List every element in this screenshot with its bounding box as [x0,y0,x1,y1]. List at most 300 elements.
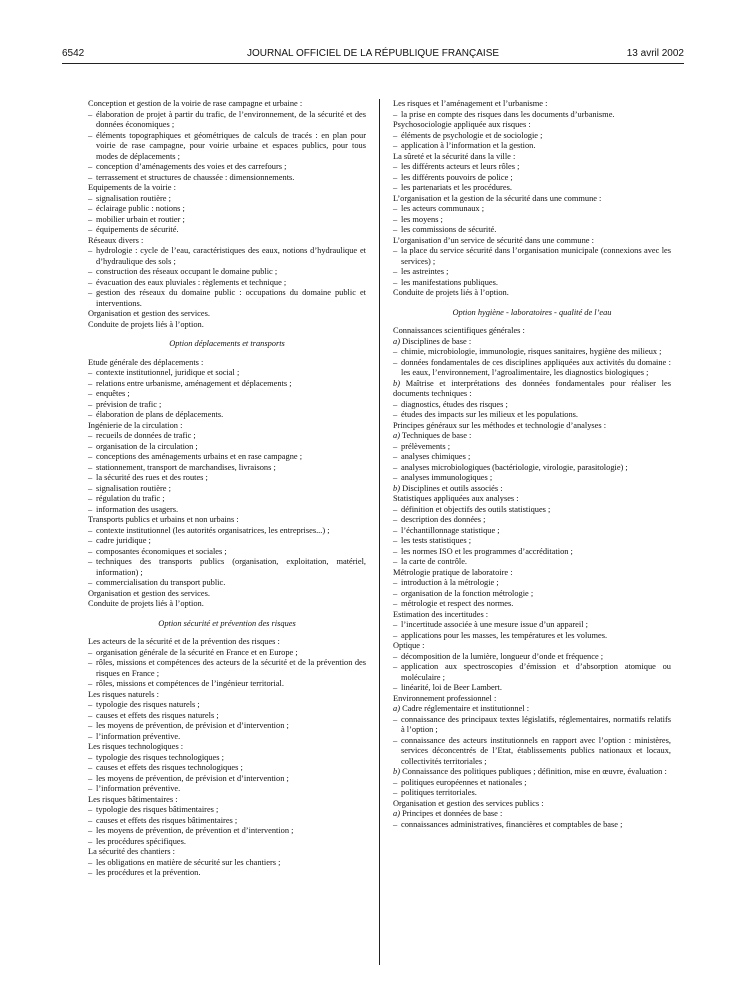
list-item [393,683,671,694]
dash-marker: – [393,246,398,255]
dash-marker: – [88,410,93,419]
dash-marker: – [393,683,398,692]
list-item [88,753,366,764]
list-item [88,494,366,505]
heading-line: Optique : [393,641,425,650]
dash-marker: – [393,578,398,587]
list-item-text: hydrologie : cycle de l’eau, caractéristiques des eaux, notions d’hydraulique et d’hydraulique des sols ; [96,246,366,266]
dash-marker: – [393,536,398,545]
heading-line: Les risques naturels : [88,689,159,699]
list-item [393,410,671,421]
list-item [393,162,671,173]
list-item-text: diagnostics, études des risques ; [401,399,508,409]
dash-marker: – [393,588,398,598]
list-item [393,225,671,236]
dash-marker: – [88,204,93,213]
heading-line: Organisation et gestion des services. [88,309,210,318]
heading-line: Organisation et gestion des services. [88,588,210,598]
dash-marker: – [393,546,398,556]
dash-marker: – [88,679,93,688]
list-item [393,788,671,799]
list-item-text: typologie des risques technologiques ; [96,752,224,762]
list-item-text: définition et objectifs des outils statistiques ; [401,504,551,514]
dash-marker: – [88,267,93,276]
list-item [88,826,366,837]
journal-title: JOURNAL OFFICIEL DE LA RÉPUBLIQUE FRANÇAISE [246,48,500,59]
heading-line: Psychosociologie appliquée aux risques : [393,120,531,129]
subheading-letter: a) [393,704,400,713]
lettered-subheading [393,767,671,778]
list-item-text: contexte institutionnel (les autorités organisatrices, les entreprises...) ; [96,525,330,535]
list-item [393,141,671,152]
list-item-text: la carte de contrôle. [401,557,468,566]
heading-line: L’organisation d’un service de sécurité dans une commune : [393,235,594,245]
heading-line: Conception et gestion de la voirie de rase campagne et urbaine : [88,99,303,108]
list-item-text: métrologie et respect des normes. [401,599,514,608]
dash-marker: – [88,494,93,503]
dash-marker: – [393,620,398,629]
dash-marker: – [88,378,93,388]
list-item-text: évacuation des eaux pluviales : règlements et technique ; [96,277,287,287]
list-item [393,215,671,226]
dash-marker: – [88,109,93,119]
list-item [88,557,366,578]
list-item-text: les normes ISO et les programmes d’accréditation ; [401,546,573,556]
heading-line: La sécurité des chantiers : [88,847,175,856]
heading-line: Equipements de la voirie : [88,183,176,192]
dash-marker: – [88,805,93,814]
list-item-text: les moyens de prévention, de prévision et d’intervention ; [96,721,289,730]
subheading-letter: a) [393,431,400,440]
list-item [88,536,366,547]
list-item [393,547,671,558]
dash-marker: – [393,141,398,150]
dash-marker: – [88,773,93,783]
list-item-text: causes et effets des risques bâtimentaires ; [96,815,238,825]
list-item [393,631,671,642]
list-item [393,204,671,215]
list-item [88,721,366,732]
section-title: Option déplacements et transports [169,339,285,348]
list-item-text: contexte institutionnel, juridique et social ; [96,368,240,377]
list-item [88,868,366,879]
list-item-text: commercialisation du transport public. [96,578,226,587]
heading-line: Conduite de projets liés à l’option. [88,319,204,329]
list-item-text: application à l’information et la gestion. [401,141,536,150]
dash-marker: – [393,515,398,524]
dash-marker: – [88,752,93,762]
list-item-text: les tests statistiques ; [401,536,472,545]
list-item [88,837,366,848]
list-item [393,526,671,537]
dash-marker: – [393,735,398,745]
list-item [88,442,366,453]
list-item [88,505,366,516]
list-item-text: politiques territoriales. [401,788,477,797]
subheading-text: Disciplines de base : [399,336,472,346]
list-item [88,763,366,774]
heading-line: Conduite de projets liés à l’option. [393,288,509,297]
list-item [393,589,671,600]
list-item [88,288,366,309]
list-item-text: données fondamentales de ces disciplines appliquées aux activités du domaine : les eaux, l’environnement, l’agroalimentaire, les diagnostics biologiques ; [401,357,671,377]
list-item-text: prévision de trafic ; [96,399,162,409]
dash-marker: – [393,504,398,514]
list-item-text: signalisation routière ; [96,193,171,203]
heading-line: Les risques et l’aménagement et l’urbanisme : [393,99,548,108]
column-divider [379,99,380,965]
dash-marker: – [88,836,93,846]
dash-marker: – [88,578,93,587]
lettered-subheading [393,379,671,400]
list-item-text: la place du service sécurité dans l’organisation municipale (connexions avec les services) ; [401,246,671,266]
list-item [393,505,671,516]
list-item-text: causes et effets des risques technologiques ; [96,763,243,772]
dash-marker: – [88,647,93,657]
dash-marker: – [393,819,398,829]
heading-line: Ingénierie de la circulation : [88,420,183,430]
heading-line: Transports publics et urbains et non urbains : [88,515,239,524]
dash-marker: – [393,714,398,724]
dash-marker: – [88,172,93,182]
subheading-text: Disciplines et outils associés : [399,483,503,493]
left-column [88,99,366,879]
list-item [88,463,366,474]
lettered-subheading [393,484,671,495]
dash-marker: – [393,214,398,224]
heading-line: Connaissances scientifiques générales : [393,326,525,335]
list-item [88,658,366,679]
list-item [393,599,671,610]
list-item-text: analyses microbiologiques (bactériologie, virologie, parasitologie) ; [401,462,628,472]
dash-marker: – [393,452,398,461]
heading-line: La sûreté et la sécurité dans la ville : [393,151,516,161]
dash-marker: – [393,225,398,234]
list-item-text: connaissance des acteurs institutionnels en rapport avec l’option : ministères, services déconcentrés de l’Etat, établissements publics nationaux et locaux, collectivités territoriales ; [401,735,671,766]
page-number: 6542 [62,48,85,59]
dash-marker: – [88,162,93,171]
list-item-text: organisation de la fonction métrologie ; [401,588,534,598]
dash-marker: – [88,225,93,234]
list-item-text: construction des réseaux occupant le domaine public ; [96,267,278,276]
heading-line: Les risques technologiques : [88,742,184,751]
list-item-text: organisation de la circulation ; [96,441,198,451]
list-item-text: application aux spectroscopies d’émission et d’absorption atomique ou moléculaire ; [401,662,671,682]
list-item [88,431,366,442]
dash-marker: – [88,473,93,482]
section-title: Option sécurité et prévention des risques [158,618,296,628]
dash-marker: – [393,441,398,451]
heading-line: Les risques bâtimentaires : [88,794,178,804]
dash-marker: – [393,462,398,472]
dash-marker: – [393,172,398,182]
heading-line: Principes généraux sur les méthodes et technologie d’analyses : [393,420,607,430]
list-item [88,648,366,659]
list-item-text: analyses immunologiques ; [401,473,493,482]
subheading-text: Cadre réglementaire et institutionnel : [399,704,530,713]
list-item [88,131,366,163]
list-item-text: les acteurs communaux ; [401,204,485,213]
list-item [393,110,671,121]
dash-marker: – [393,183,398,192]
dash-marker: – [88,731,93,741]
dash-marker: – [393,357,398,367]
list-item [88,267,366,278]
list-item-text: les moyens de prévention, de prévision et d’intervention ; [96,773,289,783]
list-item [393,347,671,358]
list-item [393,662,671,683]
dash-marker: – [88,504,93,514]
list-item-text: mobilier urbain et routier ; [96,214,185,224]
dash-marker: – [88,557,93,566]
list-item-text: signalisation routière ; [96,483,171,493]
dash-marker: – [393,599,398,608]
dash-marker: – [88,525,93,535]
list-item-text: terrassement et structures de chaussée : dimensionnements. [96,172,295,182]
subheading-text: Connaissance des politiques publiques ; définition, mise en œuvre, évaluation : [399,767,667,776]
list-item [393,820,671,831]
dash-marker: – [88,288,93,297]
list-item [393,515,671,526]
dash-marker: – [88,536,93,545]
dash-marker: – [88,700,93,709]
list-item-text: conceptions des aménagements urbains et en rase campagne ; [96,452,303,461]
dash-marker: – [393,267,398,276]
dash-marker: – [88,193,93,203]
dash-marker: – [393,347,398,356]
list-item [393,536,671,547]
dash-marker: – [88,868,93,877]
list-item-text: les obligations en matière de sécurité sur les chantiers ; [96,857,281,867]
list-item-text: chimie, microbiologie, immunologie, risques sanitaires, hygiène des milieux ; [401,347,662,356]
list-item [393,715,671,736]
lettered-subheading [393,704,671,715]
dash-marker: – [88,431,93,440]
list-item [88,774,366,785]
list-item [88,473,366,484]
page-header [62,48,684,62]
list-item-text: les procédures spécifiques. [96,836,186,846]
list-item-text: techniques des transports publics (organisation, exploitation, matériel, information) ; [96,557,366,577]
dash-marker: – [393,162,398,171]
dash-marker: – [393,777,398,787]
list-item [88,379,366,390]
list-item [88,858,366,869]
list-item-text: les partenariats et les procédures. [401,183,512,192]
list-item [88,246,366,267]
list-item [393,400,671,411]
list-item-text: la sécurité des rues et des routes ; [96,473,208,482]
list-item [88,400,366,411]
list-item-text: éclairage public : notions ; [96,204,185,213]
dash-marker: – [88,815,93,825]
list-item-text: connaissance des principaux textes législatifs, réglementaires, normatifs relatifs à l’option ; [401,714,671,734]
list-item [88,484,366,495]
list-item-text: politiques européennes et nationales ; [401,777,527,787]
list-item-text: relations entre urbanisme, aménagement et déplacements ; [96,378,292,388]
list-item [88,526,366,537]
list-item-text: causes et effets des risques naturels ; [96,710,219,720]
list-item-text: les moyens de prévention, de prévention et d’intervention ; [96,826,294,835]
list-item-text: les commissions de sécurité. [401,225,497,234]
dash-marker: – [393,277,398,287]
list-item [393,183,671,194]
list-item [393,131,671,142]
publication-date: 13 avril 2002 [626,48,684,59]
dash-marker: – [88,483,93,493]
list-item-text: équipements de sécurité. [96,225,179,234]
dash-marker: – [88,857,93,867]
right-column [393,99,671,830]
list-item [88,225,366,236]
list-item-text: typologie des risques naturels ; [96,700,200,709]
list-item-text: décomposition de la lumière, longueur d’onde et fréquence ; [401,651,604,661]
list-item-text: élaboration de plans de déplacements. [96,410,224,419]
list-item-text: élaboration de projet à partir du trafic, de l’environnement, de la sécurité et des données économiques ; [96,109,366,129]
list-item [88,679,366,690]
heading-line: Métrologie pratique de laboratoire : [393,567,513,577]
list-item [88,452,366,463]
subheading-letter: b) [393,378,400,388]
list-item-text: description des données ; [401,515,486,524]
subheading-letter: a) [393,336,400,346]
list-item-text: l’incertitude associée à une mesure issue d’un appareil ; [401,620,588,629]
dash-marker: – [393,399,398,409]
dash-marker: – [88,721,93,730]
list-item-text: analyses chimiques ; [401,452,471,461]
list-item [88,784,366,795]
dash-marker: – [88,368,93,377]
list-item [393,278,671,289]
dash-marker: – [88,441,93,451]
list-item [393,246,671,267]
dash-marker: – [88,246,93,255]
list-item-text: composantes économiques et sociales ; [96,546,227,556]
subheading-letter: a) [393,809,400,818]
list-item-text: éléments de psychologie et de sociologie ; [401,130,543,140]
list-item-text: la prise en compte des risques dans les documents d’urbanisme. [401,109,615,119]
list-item-text: les différents acteurs et leurs rôles ; [401,162,520,171]
lettered-subheading [393,431,671,442]
lettered-subheading [393,337,671,348]
list-item-text: rôles, missions et compétences de l’ingénieur territorial. [96,679,284,688]
heading-line: Les acteurs de la sécurité et de la prévention des risques : [88,637,280,646]
list-item-text: linéarité, loi de Beer Lambert. [401,683,502,692]
list-item [393,442,671,453]
dash-marker: – [393,109,398,119]
subheading-text: Principes et données de base : [399,809,503,818]
dash-marker: – [88,214,93,224]
list-item-text: l’information préventive. [96,784,181,793]
list-item-text: conception d’aménagements des voies et des carrefours ; [96,162,287,171]
subheading-text: Maîtrise et interprétations des données fondamentales pour réaliser les documents techniques : [393,378,671,398]
dash-marker: – [393,662,398,671]
dash-marker: – [88,763,93,772]
list-item [393,473,671,484]
list-item [393,173,671,184]
dash-marker: – [393,130,398,140]
dash-marker: – [88,462,93,472]
list-item [88,547,366,558]
list-item [88,278,366,289]
list-item [393,452,671,463]
heading-line: Environnement professionnel : [393,693,497,703]
list-item-text: information des usagers. [96,504,179,514]
list-item [393,778,671,789]
dash-marker: – [393,410,398,419]
list-item [393,463,671,474]
heading-line: Etude générale des déplacements : [88,357,204,367]
list-item [88,578,366,589]
heading-line: Conduite de projets liés à l’option. [88,599,204,608]
dash-marker: – [88,826,93,835]
list-item [88,110,366,131]
list-item [393,267,671,278]
list-item-text: stationnement, transport de marchandises, livraisons ; [96,462,276,472]
heading-line: Réseaux divers : [88,235,144,245]
list-item [88,389,366,400]
list-item-text: typologie des risques bâtimentaires ; [96,805,219,814]
dash-marker: – [393,525,398,535]
list-item [88,215,366,226]
dash-marker: – [88,546,93,556]
list-item-text: éléments topographiques et géométriques de calculs de tracés : en plan pour voirie de rase campagne, pour voirie urbaine et espaces publics, pour tous modes de déplacements ; [96,130,366,161]
dash-marker: – [88,130,93,140]
dash-marker: – [88,389,93,398]
list-item-text: les procédures et la prévention. [96,868,201,877]
list-item [88,173,366,184]
list-item [393,736,671,768]
dash-marker: – [88,658,93,667]
heading-line: Estimation des incertitudes : [393,609,489,619]
list-item-text: l’information préventive. [96,731,181,741]
dash-marker: – [393,630,398,640]
list-item-text: l’échantillonnage statistique ; [401,525,500,535]
dash-marker: – [393,557,398,566]
dash-marker: – [88,784,93,793]
list-item [88,410,366,421]
list-item-text: prélèvements ; [401,441,451,451]
list-item-text: introduction à la métrologie ; [401,578,499,587]
lettered-subheading [393,809,671,820]
dash-marker: – [88,399,93,409]
list-item-text: connaissances administratives, financières et comptables de base ; [401,819,623,829]
list-item-text: applications pour les masses, les températures et les volumes. [401,630,608,640]
dash-marker: – [393,788,398,797]
dash-marker: – [88,710,93,720]
list-item [393,557,671,568]
list-item [88,805,366,816]
list-item-text: les manifestations publiques. [401,277,498,287]
dash-marker: – [88,277,93,287]
list-item-text: les astreintes ; [401,267,449,276]
list-item [393,358,671,379]
list-item [88,711,366,722]
list-item [88,194,366,205]
list-item-text: études des impacts sur les milieux et les populations. [401,410,579,419]
list-item-text: recueils de données de trafic ; [96,431,196,440]
header-rule [62,63,684,64]
subheading-letter: b) [393,767,400,776]
heading-line: Organisation et gestion des services publics : [393,798,544,808]
subheading-letter: b) [393,483,400,493]
list-item [88,816,366,827]
list-item-text: régulation du trafic ; [96,494,165,503]
heading-line: L’organisation et la gestion de la sécurité dans une commune : [393,193,602,203]
dash-marker: – [88,452,93,461]
list-item-text: gestion des réseaux du domaine public : occupations du domaine public et interventions. [96,288,366,308]
list-item-text: cadre juridique ; [96,536,151,545]
